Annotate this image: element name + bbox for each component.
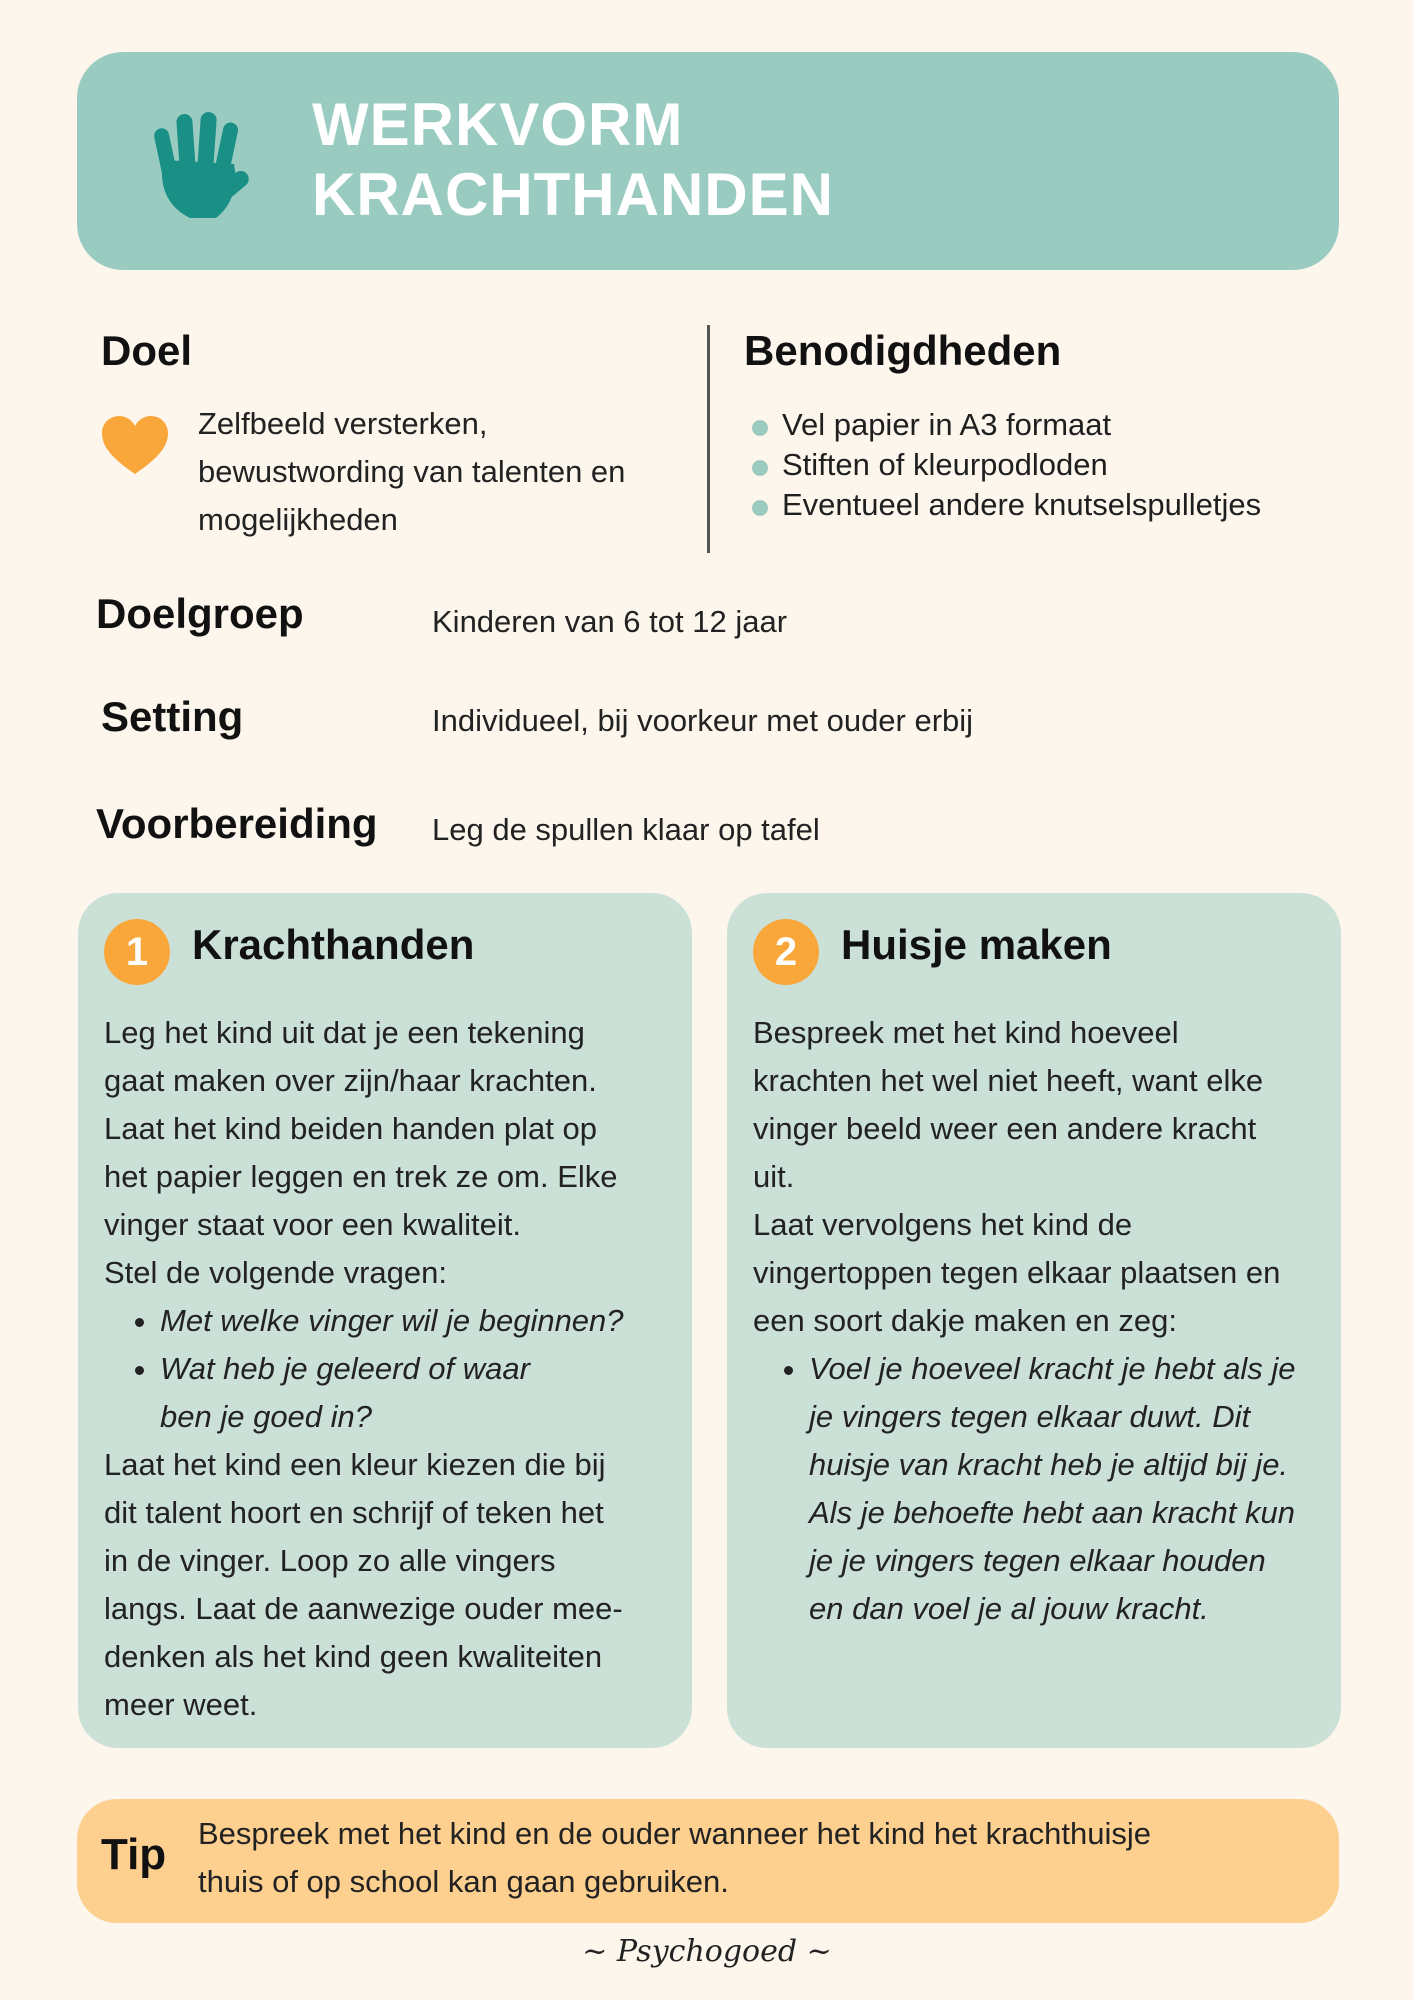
- doel-line-3: mogelijkheden: [198, 502, 398, 537]
- tip-line-2: thuis of op school kan gaan gebruiken.: [198, 1864, 729, 1899]
- tip-label: Tip: [101, 1830, 167, 1879]
- footer-brand: ~ Psychogoed ~: [582, 1934, 832, 1969]
- step-1-line: het papier leggen en trek ze om. Elke: [104, 1159, 618, 1194]
- doelgroep-text: Kinderen van 6 tot 12 jaar: [432, 604, 788, 639]
- step-2-line: krachten het wel niet heeft, want elke: [753, 1063, 1264, 1098]
- title-line-1: WERKVORM: [312, 91, 684, 158]
- doel-line-2: bewustwording van talenten en: [198, 454, 626, 489]
- title-line-2: KRACHTHANDEN: [312, 161, 834, 228]
- doel-line-1: Zelfbeeld versterken,: [198, 406, 488, 441]
- step-card-2: [727, 893, 1341, 1748]
- benodigdheden-list: [750, 405, 1261, 525]
- step-1-line: Laat het kind beiden handen plat op: [104, 1111, 597, 1146]
- step-2-line: uit.: [753, 1159, 795, 1194]
- page-title: [312, 90, 834, 230]
- setting-heading: Setting: [101, 693, 244, 740]
- quote-list: [753, 1345, 1323, 1633]
- list-item: Eventueel andere knutselspulletjes: [750, 485, 1261, 525]
- step-2-line: Laat vervolgens het kind de: [753, 1207, 1133, 1242]
- step-1-line: denken als het kind geen kwaliteiten: [104, 1639, 603, 1674]
- step-2-line: vingertoppen tegen elkaar plaatsen en: [753, 1255, 1281, 1290]
- step-1-line: gaat maken over zijn/haar krachten.: [104, 1063, 597, 1098]
- step-1-line: in de vinger. Loop zo alle vingers: [104, 1543, 556, 1578]
- step-1-line: Leg het kind uit dat je een tekening: [104, 1015, 585, 1050]
- step-card-1: [78, 893, 692, 1748]
- step-1-title: Krachthanden: [192, 921, 475, 968]
- step-number-badge: 2: [753, 919, 819, 985]
- step-1-line: Laat het kind een kleur kiezen die bij: [104, 1447, 606, 1482]
- quote-item: • Voel je hoeveel kracht je hebt als je je vingers tegen elkaar duwt. Dit huisje van kracht heb je altijd bij je. Als je behoefte hebt aan kracht kun je je vingers tegen elkaar houden en dan voel je al jouw kracht.: [809, 1345, 1323, 1633]
- hand-icon: [150, 108, 260, 220]
- heart-icon: [100, 414, 170, 476]
- list-item: Stiften of kleurpodloden: [750, 445, 1261, 485]
- step-1-line: langs. Laat de aanwezige ouder mee-: [104, 1591, 623, 1626]
- step-2-line: vinger beeld weer een andere kracht: [753, 1111, 1257, 1146]
- benodigdheden-heading: Benodigdheden: [744, 327, 1062, 374]
- column-divider: [707, 325, 710, 553]
- doelgroep-heading: Doelgroep: [96, 590, 304, 637]
- tip-text: [198, 1810, 1318, 1906]
- step-2-title: Huisje maken: [841, 921, 1112, 968]
- question-item: • Wat heb je geleerd of waar ben je goed in?: [160, 1345, 674, 1441]
- question-item: • Met welke vinger wil je beginnen?: [160, 1297, 674, 1345]
- step-1-line: vinger staat voor een kwaliteit.: [104, 1207, 521, 1242]
- step-2-line: Bespreek met het kind hoeveel: [753, 1015, 1179, 1050]
- step-1-line: Stel de volgende vragen:: [104, 1255, 447, 1290]
- doel-text: [198, 400, 678, 544]
- step-1-line: meer weet.: [104, 1687, 258, 1722]
- step-2-body: [753, 1009, 1323, 1633]
- tip-line-1: Bespreek met het kind en de ouder wanneer het kind het krachthuisje: [198, 1816, 1151, 1851]
- step-number-badge: 1: [104, 919, 170, 985]
- step-2-line: een soort dakje maken en zeg:: [753, 1303, 1177, 1338]
- list-item: Vel papier in A3 formaat: [750, 405, 1261, 445]
- voorbereiding-heading: Voorbereiding: [96, 800, 378, 847]
- step-1-line: dit talent hoort en schrijf of teken het: [104, 1495, 604, 1530]
- setting-text: Individueel, bij voorkeur met ouder erbij: [432, 703, 974, 738]
- voorbereiding-text: Leg de spullen klaar op tafel: [432, 812, 820, 847]
- step-1-body: [104, 1009, 674, 1729]
- question-list: [104, 1297, 674, 1441]
- doel-heading: Doel: [101, 327, 193, 374]
